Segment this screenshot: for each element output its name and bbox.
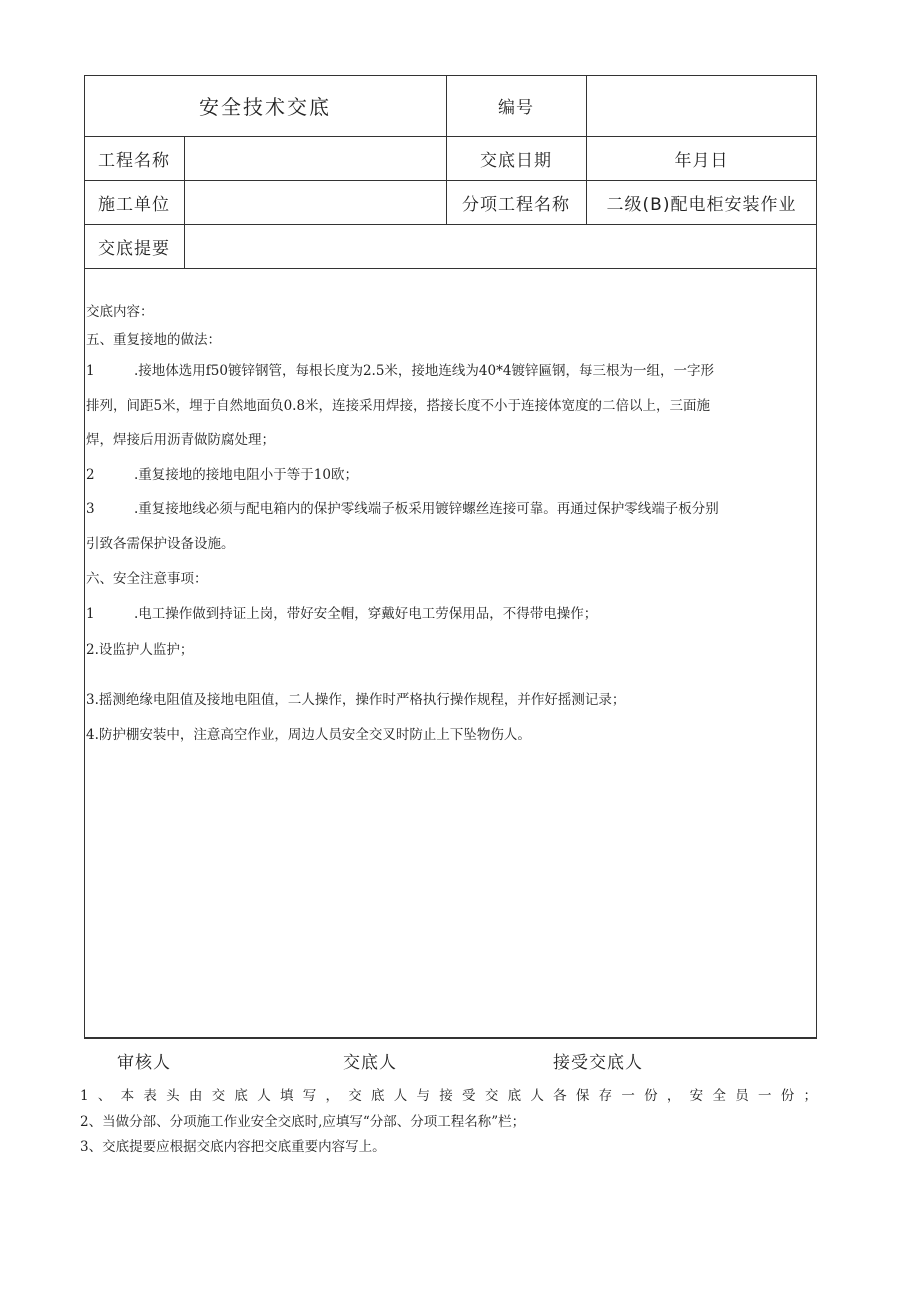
list-item: [86, 359, 714, 379]
number-value[interactable]: [586, 75, 817, 136]
footnote: 3、交底提要应根据交底内容把交底重要内容写上。: [80, 1139, 386, 1155]
date-value[interactable]: 年月日: [674, 150, 729, 171]
subproject-value[interactable]: 二级(B)配电柜安装作业: [606, 194, 797, 215]
item-text: .重复接地线必须与配电箱内的保护零线端子板采用镀锌螺丝连接可靠。再通过保护零线端子板分别: [134, 501, 719, 517]
item-text-continued: 焊，焊接后用沥青做防腐处理；: [86, 432, 275, 448]
item-text: .重复接地的接地电阻小于等于10欧；: [134, 467, 358, 483]
item-number: 1: [86, 363, 95, 379]
list-item: [86, 497, 719, 517]
section5-title: 五、重复接地的做法：: [86, 332, 221, 348]
list-item: [86, 463, 358, 483]
section6-title: 六、安全注意事项：: [86, 571, 208, 587]
project-name-label: 工程名称: [98, 150, 170, 171]
footnote: 1、本表头由交底人填写，交底人与接受交底人各保存一份，安全员一份；: [80, 1088, 817, 1104]
form-title: 安全技术交底: [199, 95, 331, 119]
list-item: 2.设监护人监护；: [86, 642, 194, 658]
content-heading: 交底内容：: [86, 304, 154, 320]
discloser-label: 交底人: [343, 1053, 397, 1073]
row-divider: [84, 268, 817, 269]
item-number: 2: [86, 467, 95, 483]
number-label: 编号: [498, 98, 534, 118]
list-item: 3.摇测绝缘电阻值及接地电阻值，二人操作，操作时严格执行操作规程，并作好摇测记录；: [86, 692, 626, 708]
item-text: .电工操作做到持证上岗，带好安全帽，穿戴好电工劳保用品，不得带电操作；: [134, 606, 598, 622]
date-label: 交底日期: [480, 150, 552, 171]
summary-value[interactable]: [184, 224, 817, 268]
list-item: 4.防护棚安装中，注意高空作业，周边人员安全交叉时防止上下坠物伤人。: [86, 727, 531, 743]
footnote: 2、当做分部、分项施工作业安全交底时,应填写“分部、分项工程名称”栏；: [80, 1114, 526, 1130]
list-item: [86, 602, 597, 622]
item-number: 3: [86, 501, 95, 517]
unit-label: 施工单位: [98, 194, 170, 215]
receiver-label: 接受交底人: [553, 1053, 643, 1073]
unit-value[interactable]: [184, 180, 446, 224]
subproject-label: 分项工程名称: [462, 194, 570, 215]
project-name-value[interactable]: [184, 136, 446, 180]
item-number: 1: [86, 606, 95, 622]
item-text-continued: 引致各需保护设备设施。: [86, 536, 235, 552]
item-text-continued: 排列，间距5米，埋于自然地面负0.8米，连接采用焊接，搭接长度不小于连接体宽度的二倍以上，三面施: [86, 398, 711, 414]
reviewer-label: 审核人: [117, 1053, 171, 1073]
summary-label: 交底提要: [98, 238, 170, 259]
item-text: .接地体选用f50镀锌钢管，每根长度为2.5米，接地连线为40*4镀锌匾钢，每三根为一组，一字形: [134, 363, 714, 379]
row-divider: [84, 1038, 817, 1039]
